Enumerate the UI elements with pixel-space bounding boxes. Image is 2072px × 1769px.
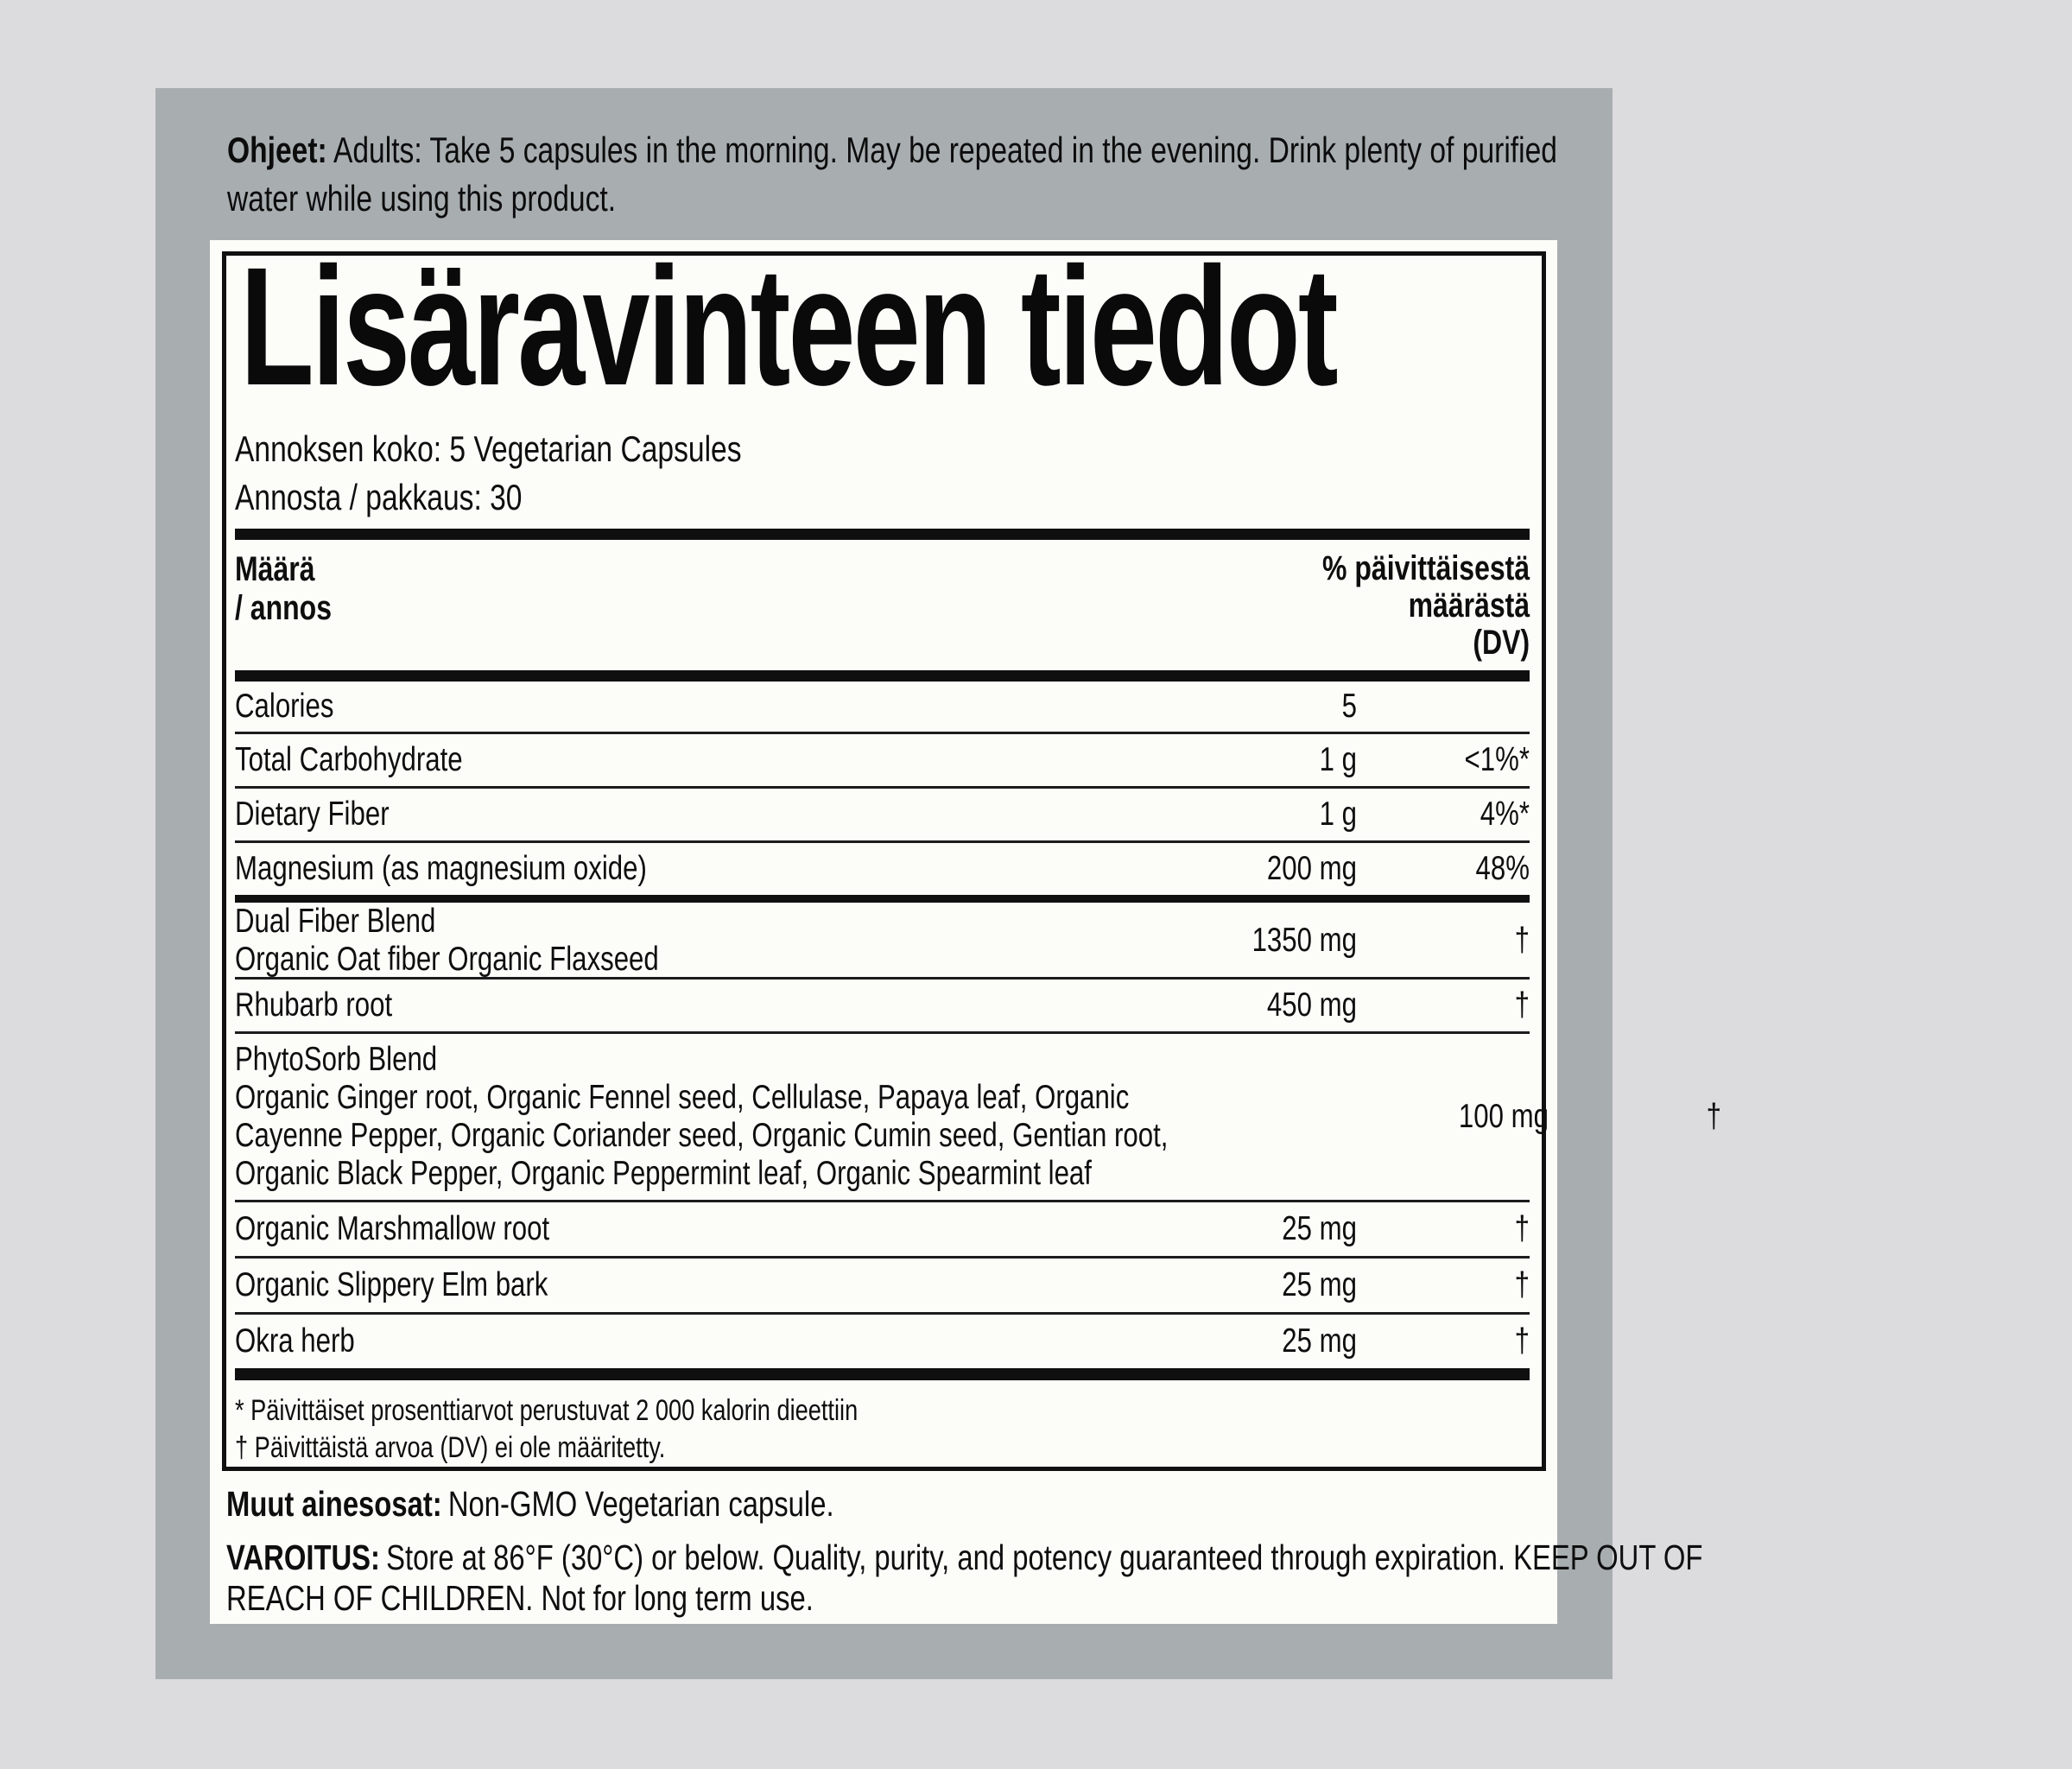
table-row-dietary-fiber <box>235 789 1530 840</box>
directions-label: Ohjeet: <box>227 130 327 170</box>
row-name: Calories <box>235 688 334 725</box>
header-amount-column <box>235 550 332 628</box>
row-name <box>235 903 1015 979</box>
row-dv: 48% <box>1475 850 1530 887</box>
row-amount: 1 g <box>1319 741 1357 778</box>
row-dv: 4%* <box>1480 796 1530 833</box>
supplement-label-card <box>210 232 1721 1624</box>
row-name: Organic Marshmallow root <box>235 1210 550 1247</box>
row-dv: † <box>1514 1322 1530 1360</box>
divider-thick-bottom <box>235 1368 1530 1380</box>
row-amount: 25 mg <box>1282 1210 1357 1247</box>
header-amount-line-2: / annos <box>235 589 333 627</box>
footnote-dagger: † Päivittäistä arvoa (DV) ei ole määritetty. <box>235 1431 666 1464</box>
warning-text <box>226 1538 2072 1619</box>
warning-label: VAROITUS: <box>226 1538 380 1577</box>
directions-line-2: water while using this product. <box>227 178 617 219</box>
row-name <box>235 1041 1168 1193</box>
table-row-dual-fiber-blend <box>235 903 1530 977</box>
directions-line-1 <box>227 126 1557 174</box>
footnote-asterisk: * Päivittäiset prosenttiarvot perustuvat 2 000 kalorin dieettiin <box>235 1394 859 1427</box>
row-dv: † <box>1514 986 1530 1024</box>
warning-line-1 <box>226 1538 1702 1578</box>
row-amount: 1350 mg <box>1251 922 1357 959</box>
row-dv: † <box>1514 1210 1530 1247</box>
row-name: Okra herb <box>235 1322 355 1360</box>
header-dv-line-2: määrästä <box>1408 586 1530 625</box>
row-name-line-2: Organic Ginger root, Organic Fennel seed, Cellulase, Papaya leaf, Organic <box>235 1079 1130 1116</box>
warning-line-2: REACH OF CHILDREN. Not for long term use. <box>226 1578 814 1618</box>
header-dv-column <box>1322 550 1530 662</box>
table-row-phytosorb-blend <box>235 1034 1721 1200</box>
row-amount: 200 mg <box>1266 850 1357 887</box>
row-name-line-3: Cayenne Pepper, Organic Coriander seed, Organic Cumin seed, Gentian root, <box>235 1117 1169 1154</box>
row-name: Total Carbohydrate <box>235 741 463 778</box>
row-dv: † <box>1706 1098 1721 1135</box>
table-header <box>235 540 1530 670</box>
supplement-facts-title: Lisäravinteen tiedot <box>240 232 1336 421</box>
row-amount: 100 mg <box>1458 1098 1549 1135</box>
row-amount: 1 g <box>1319 796 1357 833</box>
supplement-facts-box <box>222 232 1721 1471</box>
row-name: Magnesium (as magnesium oxide) <box>235 850 647 887</box>
table-row-calories <box>235 682 1530 732</box>
label-panel <box>155 88 1721 1679</box>
row-name-line-1: PhytoSorb Blend <box>235 1041 438 1078</box>
row-name-line-1: Dual Fiber Blend <box>235 903 436 940</box>
other-ingredients-label: Muut ainesosat: <box>226 1484 442 1524</box>
header-amount-line-1: Määrä <box>235 550 315 588</box>
row-name: Organic Slippery Elm bark <box>235 1266 548 1303</box>
row-dv: <1%* <box>1464 741 1530 778</box>
row-dv: † <box>1514 922 1530 959</box>
row-amount: 25 mg <box>1282 1322 1357 1360</box>
serving-size: Annoksen koko: 5 Vegetarian Capsules <box>235 428 742 469</box>
row-amount: 5 <box>1341 688 1357 725</box>
header-dv-line-3: (DV) <box>1473 624 1530 662</box>
row-name-line-2: Organic Oat fiber Organic Flaxseed <box>235 941 659 978</box>
row-name: Rhubarb root <box>235 986 393 1024</box>
table-row-total-carbohydrate <box>235 734 1530 786</box>
divider-thick-top <box>235 529 1530 540</box>
divider-medium <box>235 895 1530 903</box>
warning-line-1-text: Store at 86°F (30°C) or below. Quality, purity, and potency guaranteed through expiration. KEEP OUT OF <box>386 1538 1703 1577</box>
other-ingredients <box>226 1482 834 1525</box>
row-dv: † <box>1514 1266 1530 1303</box>
table-row-marshmallow-root <box>235 1202 1530 1256</box>
table-row-magnesium <box>235 843 1530 895</box>
table-row-okra-herb <box>235 1315 1530 1368</box>
row-name: Dietary Fiber <box>235 796 390 833</box>
divider-thick-header <box>235 670 1530 682</box>
table-row-slippery-elm-bark <box>235 1259 1530 1312</box>
table-row-rhubarb-root <box>235 980 1530 1031</box>
servings-per-container: Annosta / pakkaus: 30 <box>235 477 523 517</box>
other-ingredients-text: Non-GMO Vegetarian capsule. <box>447 1484 834 1524</box>
directions-line-1-text: Adults: Take 5 capsules in the morning. May be repeated in the evening. Drink plenty of purified <box>333 130 1557 170</box>
row-amount: 450 mg <box>1266 986 1357 1024</box>
directions-text <box>227 126 1890 223</box>
footnotes <box>235 1392 1530 1467</box>
row-name-line-4: Organic Black Pepper, Organic Peppermint leaf, Organic Spearmint leaf <box>235 1155 1092 1192</box>
header-dv-line-1: % päivittäisestä <box>1321 549 1530 587</box>
row-amount: 25 mg <box>1282 1266 1357 1303</box>
